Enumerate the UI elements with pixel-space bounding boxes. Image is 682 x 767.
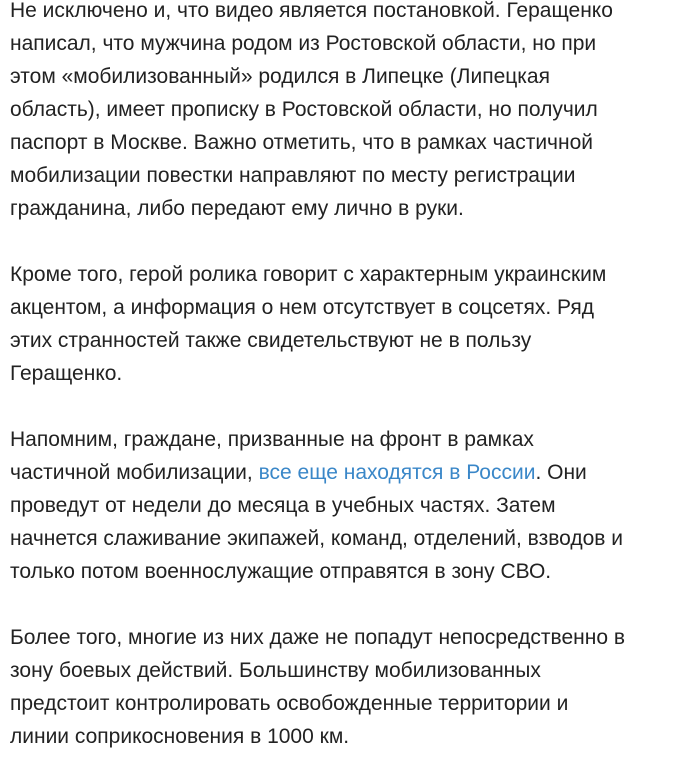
text-line: мобилизации повестки направляют по месту регистрации (10, 164, 576, 187)
text-line: этих странностей также свидетельствуют не в пользу (10, 329, 532, 352)
text-line: Напомним, граждане, призванные на фронт в рамках (10, 428, 534, 451)
text-line: линии соприкосновения в 1000 км. (10, 725, 350, 748)
paragraph-4 (10, 621, 678, 753)
text-line-with-link (10, 456, 678, 489)
text-after-link: . Они (535, 461, 587, 484)
text-line: начнется слаживание экипажей, команд, отделений, взводов и (10, 527, 623, 550)
text-line: написал, что мужчина родом из Ростовской области, но при (10, 32, 597, 55)
text-line: Геращенко. (10, 362, 123, 385)
article-body (10, 0, 678, 753)
text-before-link: частичной мобилизации, (10, 461, 259, 484)
text-line: Более того, многие из них даже не попадут непосредственно в (10, 626, 625, 649)
text-line: только потом военнослужащие отправятся в зону СВО. (10, 560, 552, 583)
text-line: зону боевых действий. Большинству мобилизованных (10, 659, 541, 682)
text-line: акцентом, а информация о нем отсутствует в соцсетях. Ряд (10, 296, 594, 319)
text-line: этом «мобилизованный» родился в Липецке (Липецкая (10, 65, 550, 88)
text-line: гражданина, либо передают ему лично в руки. (10, 197, 464, 220)
paragraph-1 (10, 0, 678, 225)
text-line: предстоит контролировать освобожденные территории и (10, 692, 569, 715)
text-line: паспорт в Москве. Важно отметить, что в рамках частичной (10, 131, 594, 154)
article-link[interactable]: все еще находятся в России (258, 461, 536, 484)
text-line: проведут от недели до месяца в учебных частях. Затем (10, 494, 556, 517)
text-line: область), имеет прописку в Ростовской области, но получил (10, 98, 598, 121)
text-line: Кроме того, герой ролика говорит с характерным украинским (10, 263, 607, 286)
paragraph-3 (10, 423, 678, 588)
paragraph-2 (10, 258, 678, 390)
text-line: Не исключено и, что видео является постановкой. Геращенко (10, 0, 613, 22)
